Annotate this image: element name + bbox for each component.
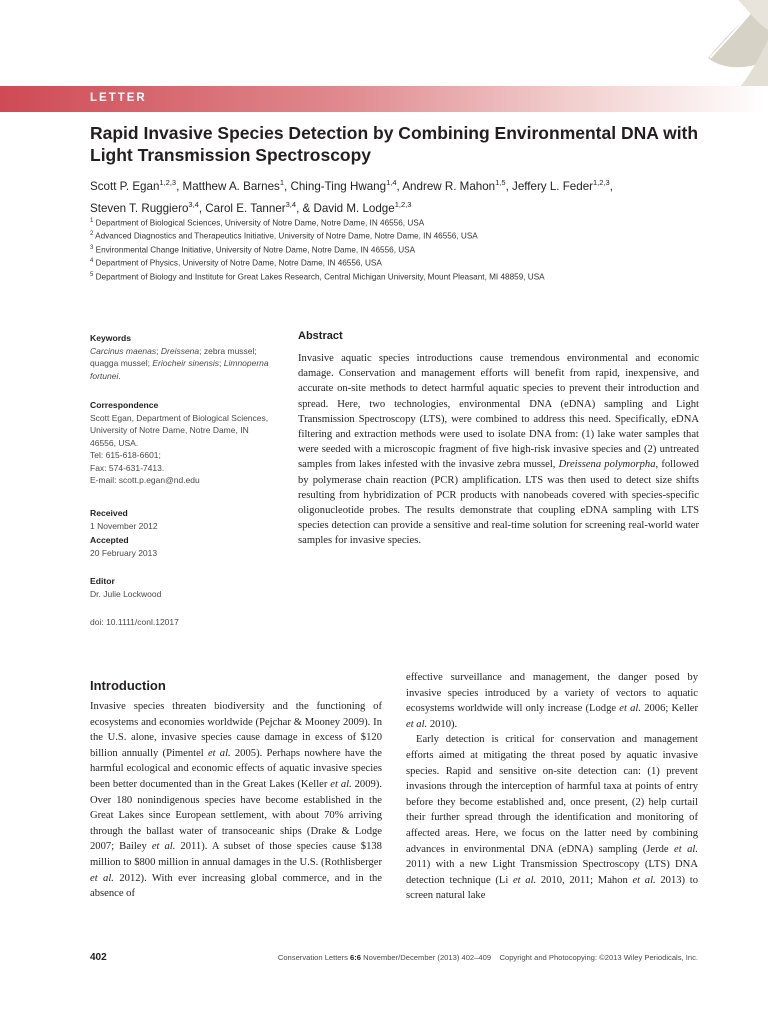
author: Ching-Ting Hwang	[290, 179, 387, 193]
body-text: 2006; Keller	[641, 703, 699, 715]
body-text: 2013) to screen natural lake	[406, 874, 698, 902]
doi: doi: 10.1111/conl.12017	[90, 617, 179, 627]
body-column-right	[406, 670, 698, 904]
affiliation-number: 3	[90, 244, 94, 251]
leaf-decoration-icon	[668, 0, 768, 96]
citation-etal: et al.	[151, 841, 176, 853]
author-affiliation: 1,4	[386, 178, 397, 187]
affiliation-text: Department of Biological Sciences, University of Notre Dame, Notre Dame, IN 46556, USA	[95, 218, 425, 228]
keyword: ; zebra mussel;	[199, 345, 257, 356]
correspondence-label: Correspondence	[90, 400, 159, 410]
keyword: Limnoperna	[223, 358, 269, 368]
author-affiliation: 1,2,3	[159, 178, 177, 187]
affiliation-text: Department of Physics, University of Notre Dame, Notre Dame, IN 46556, USA	[95, 259, 382, 269]
author-affiliation: 1,5	[495, 178, 506, 187]
keyword-separator: ;	[156, 345, 161, 356]
footer-volume: 6:6	[350, 953, 362, 962]
section-banner	[0, 86, 768, 112]
footer-issue: November/December (2013) 402–409	[361, 953, 492, 962]
editor-block	[90, 575, 290, 600]
author: Jeffery L. Feder	[512, 179, 593, 193]
author-separator: ,	[505, 179, 513, 193]
correspondence-line: University of Notre Dame, Notre Dame, IN	[90, 425, 249, 435]
citation-etal: et al.	[406, 718, 428, 730]
correspondence-line: 46556, USA.	[90, 437, 139, 448]
keyword-period: .	[118, 370, 121, 381]
affiliation-item	[90, 216, 730, 229]
correspondence-block	[90, 399, 290, 487]
author-separator: ,	[609, 179, 613, 193]
received-label: Received	[90, 508, 128, 518]
citation-etal: et al.	[619, 703, 642, 715]
body-text: effective surveillance and management, the danger posed by invasive species introduced by a variety of vectors to aquatic ecosystems worldwide will only increase (Lodge	[406, 672, 698, 715]
affiliation-text: Environmental Change Initiative, University of Notre Dame, Notre Dame, IN 46556, USA	[95, 245, 416, 255]
keyword-separator: ;	[219, 358, 224, 368]
author-separator: , &	[296, 201, 314, 215]
author: Carol E. Tanner	[205, 201, 286, 215]
affiliation-item	[90, 256, 730, 269]
abstract-species-name: Dreissena polymorpha	[558, 459, 656, 471]
body-text: 2012). With ever increasing global commerce, and in the absence of	[90, 872, 383, 900]
dates-block	[90, 507, 290, 559]
body-text: 2009). Over 180 nonindigenous species have become established in the Great Lakes since European settlement, with about 70% arriving through the ballast water of transoceanic ships (Drake & Lodge 2007; Bailey	[90, 778, 383, 853]
correspondence-email: E-mail: scott.p.egan@nd.edu	[90, 475, 200, 485]
citation-etal: et al.	[512, 874, 537, 886]
affiliation-text: Department of Biology and Institute for Great Lakes Research, Central Michigan University, Mount Pleasant, MI 48859, USA	[95, 272, 545, 282]
introduction-heading: Introduction	[90, 678, 166, 693]
affiliation-number: 2	[90, 231, 94, 238]
citation-etal: et al.	[90, 872, 114, 884]
author-affiliation: 3,4	[188, 199, 199, 209]
body-text: 2010).	[427, 718, 458, 730]
keywords-label: Keywords	[90, 333, 132, 343]
body-paragraph	[90, 699, 382, 902]
correspondence-line: Tel: 615-618-6601;	[90, 450, 161, 460]
affiliation-number: 1	[90, 218, 94, 224]
author: Matthew A. Barnes	[182, 179, 280, 193]
affiliation-number: 5	[90, 271, 94, 278]
abstract-text	[298, 351, 699, 549]
citation-etal: et al.	[330, 778, 352, 790]
author-list	[90, 174, 710, 218]
author-separator: ,	[284, 179, 291, 193]
affiliation-text: Advanced Diagnostics and Therapeutics Initiative, University of Notre Dame, Notre Dame, IN 46556, USA	[95, 232, 478, 242]
author-separator: ,	[198, 201, 206, 215]
keyword: fortunei	[90, 370, 119, 381]
body-paragraph	[406, 670, 698, 732]
abstract-text-part: Invasive aquatic species introductions cause tremendous environmental and economic damage. Conservation and management efforts will benefit from rapid, inexpensive, and accurate on-site methods to detect harmful aquatic species to prevent their introduction and spread. Here, two technologies, environmental DNA (eDNA) sampling and Light Transmission Spectroscopy (LTS), were combined to address this need. Specifically, eDNA filtering and extraction methods were used to isolate DNA from: (1) lake water samples that were seeded with a microscopic fragment of five high-risk invasive species and (2) untreated samples from lakes infested with the invasive zebra mussel,	[298, 353, 699, 471]
page-number: 402	[90, 952, 107, 963]
body-text: 2010, 2011; Mahon	[536, 874, 633, 886]
citation-etal: et al.	[674, 843, 698, 855]
author: Andrew R. Mahon	[402, 179, 496, 193]
abstract-text-part: , followed by polymerase chain reaction (PCR) amplification. LTS was then used to detect size shifts resulting from hybridization of PCR products with nanobeads covered with species-specific oligonucleotide probes. The results demonstrate that coupling eDNA sampling with LTS species detection can provide a sensitive and real-time solution for screening real-world water samples for invasive species.	[298, 459, 699, 547]
section-label: LETTER	[90, 92, 147, 104]
citation-etal: et al.	[632, 874, 656, 886]
body-text: 2011). A subset of those species cause $138 million to $800 million in annual damages in the U.S. (Rothlisberger	[90, 841, 382, 868]
body-text: 2005). Perhaps nowhere have the harmful ecological and economic effects of aquatic invasive species been better documented than in the Great Lakes (Keller	[90, 747, 383, 790]
footer-copyright: Copyright and Photocopying: ©2013 Wiley Periodicals, Inc.	[499, 953, 698, 962]
affiliation-number: 4	[90, 258, 94, 265]
abstract-heading: Abstract	[298, 330, 343, 342]
article-title: Rapid Invasive Species Detection by Combining Environmental DNA with Light Transmission Spectroscopy	[90, 123, 699, 165]
keywords-block	[90, 332, 290, 382]
body-text: 2011) with a new Light Transmission Spectroscopy (LTS) DNA detection technique (Li	[406, 859, 698, 886]
received-date: 1 November 2012	[90, 520, 158, 531]
author-separator: ,	[176, 179, 183, 193]
author: Steven T. Ruggiero	[90, 201, 189, 215]
author: David M. Lodge	[313, 201, 395, 215]
editor-label: Editor	[90, 576, 115, 586]
keyword: Eriocheir sinensis	[152, 358, 220, 368]
keyword: Carcinus maenas	[90, 345, 157, 356]
keywords-text	[90, 345, 290, 383]
body-paragraph	[406, 732, 698, 904]
body-text: Early detection is critical for conservation and management efforts aimed at mitigating the threat posed by aquatic invasive species. Rapid and sensitive on-site detection can: (1) prevent invasions through the interception of harmful taxa at points of entry before they become established and, once present, (2) help curtail their further spread through the identification and monitoring of affected areas. Here, we focus on the latter need by combining advances in environmental DNA (eDNA) sampling (Jerde	[406, 734, 698, 855]
author: Scott P. Egan	[90, 179, 160, 193]
accepted-label: Accepted	[90, 535, 129, 545]
citation-etal: et al.	[207, 747, 231, 759]
correspondence-line: Scott Egan, Department of Biological Sciences,	[90, 412, 269, 423]
affiliation-item	[90, 243, 730, 256]
affiliation-list	[90, 216, 730, 283]
footer-citation	[240, 953, 698, 962]
body-column-left	[90, 699, 382, 902]
accepted-date: 20 February 2013	[90, 547, 158, 558]
footer-journal: Conservation Letters	[277, 953, 348, 962]
keyword: Dreissena	[160, 345, 200, 356]
keyword: quagga mussel;	[90, 358, 151, 368]
body-text: Invasive species threaten biodiversity and the functioning of ecosystems and economies worldwide (Pejchar & Mooney 2009). In the U.S. alone, invasive species cause damage in excess of $120 billion annually (Pimentel	[90, 701, 382, 759]
affiliation-item	[90, 229, 730, 242]
author-affiliation: 1,2,3	[593, 178, 610, 187]
author-affiliation: 1	[279, 178, 285, 187]
author-affiliation: 1,2,3	[394, 199, 412, 209]
author-affiliation: 3,4	[285, 199, 297, 209]
affiliation-item	[90, 270, 730, 283]
correspondence-line: Fax: 574-631-7413.	[90, 462, 165, 473]
author-separator: ,	[396, 179, 403, 193]
editor-name: Dr. Julie Lockwood	[90, 588, 162, 599]
